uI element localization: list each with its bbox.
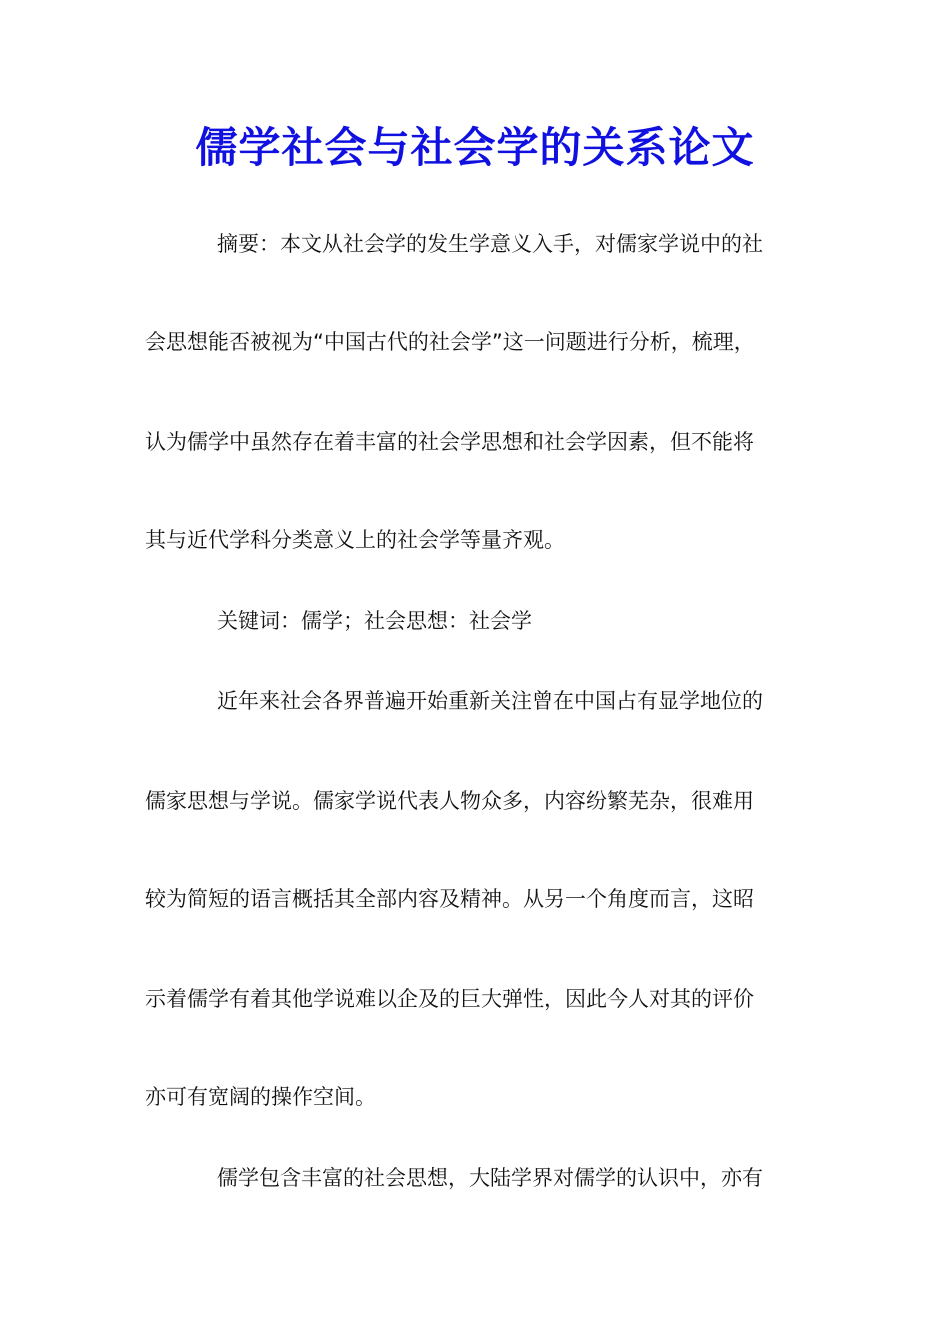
body-line-6: 儒学包含丰富的社会思想，大陆学界对儒学的认识中，亦有 — [217, 1166, 763, 1190]
body-line-5: 亦可有宽阔的操作空间。 — [145, 1085, 376, 1109]
body-line-3: 较为简短的语言概括其全部内容及精神。从另一个角度而言，这昭 — [145, 887, 754, 911]
abstract-line-4: 其与近代学科分类意义上的社会学等量齐观。 — [145, 528, 565, 552]
keywords-line: 关键词：儒学；社会思想：社会学 — [217, 609, 532, 633]
body-line-4: 示着儒学有着其他学说难以企及的巨大弹性，因此今人对其的评价 — [145, 987, 754, 1011]
body-line-1: 近年来社会各界普遍开始重新关注曾在中国占有显学地位的 — [217, 689, 763, 713]
abstract-line-2: 会思想能否被视为“中国古代的社会学”这一问题进行分析，梳理， — [145, 330, 755, 354]
document-title: 儒学社会与社会学的关系论文 — [195, 123, 755, 172]
abstract-line-3: 认为儒学中虽然存在着丰富的社会学思想和社会学因素，但不能将 — [145, 430, 754, 454]
abstract-line-1: 摘要：本文从社会学的发生学意义入手，对儒家学说中的社 — [217, 232, 763, 256]
body-line-2: 儒家思想与学说。儒家学说代表人物众多，内容纷繁芜杂，很难用 — [145, 789, 754, 813]
